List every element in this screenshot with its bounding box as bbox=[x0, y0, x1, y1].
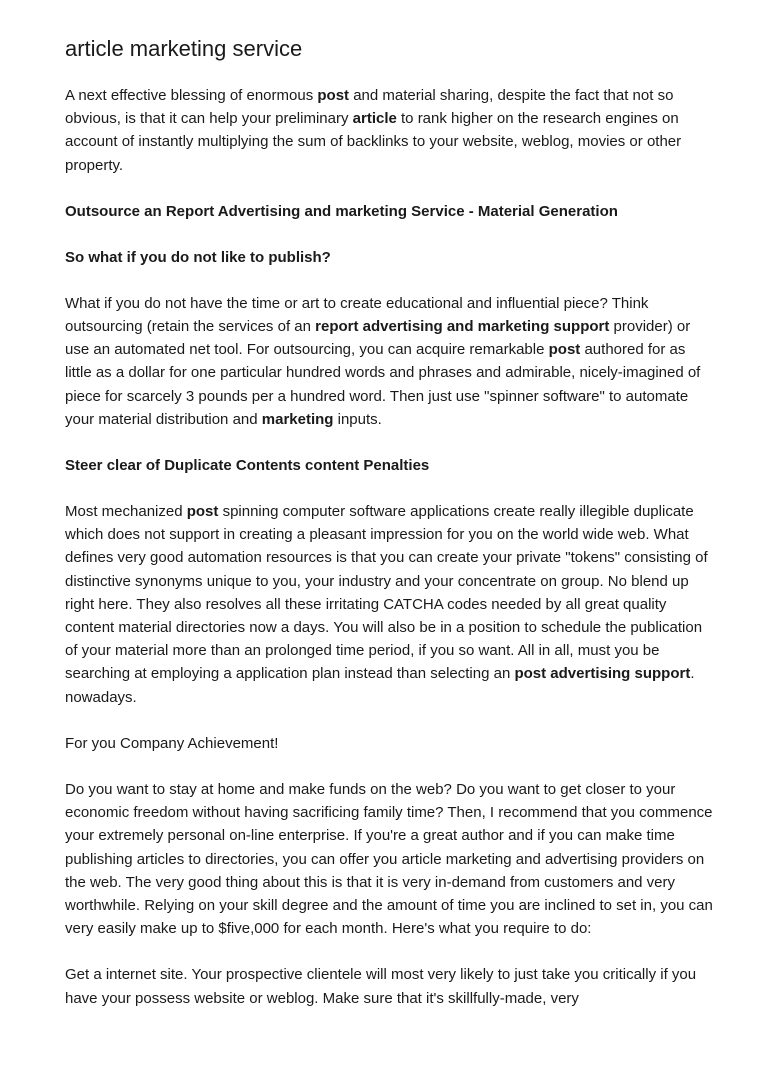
paragraph-get-website: Get a internet site. Your prospective clientele will most very likely to just take you critically if you have your possess website or weblog. Make sure that it's skillfully-made, very bbox=[65, 966, 697, 1007]
document-page bbox=[65, 34, 715, 1033]
paragraph-outsourcing: What if you do not have the time or art to create educational and influential piece? Think outsourcing (retain the services of an report advertising and marketing support provider) or use an automated net tool. For outsourcing, you can acquire remarkable post authored for as little as a dollar for one particular hundred words and phrases and admirable, nicely-imagined of piece for scarcely 3 pounds per a hundred word. Then just use "spinner software" to automate your material distribution and marketing inputs. bbox=[65, 294, 701, 428]
paragraph-intro: A next effective blessing of enormous post and material sharing, despite the fact that not so obvious, is that it can help your preliminary article to rank higher on the research engines on account of instantly multiplying the sum of backlinks to your website, weblog, movies or other property. bbox=[65, 87, 682, 174]
bold-keyword: marketing bbox=[261, 410, 334, 428]
bold-keyword: report advertising and marketing support bbox=[315, 318, 610, 336]
paragraph-company-achievement: For you Company Achievement! bbox=[65, 734, 279, 752]
section-heading: Outsource an Report Advertising and marketing Service - Material Generation bbox=[65, 202, 618, 220]
bold-keyword: post advertising support bbox=[514, 665, 691, 683]
section-heading: So what if you do not like to publish? bbox=[65, 248, 331, 266]
section-heading: Steer clear of Duplicate Contents content Penalties bbox=[65, 457, 430, 475]
paragraph-duplicate-content: Most mechanized post spinning computer software applications create really illegible duplicate which does not support in creating a pleasant impression for you on the world wide web. What defines very good automation resources is that you can create your private "tokens" consisting of distinctive synonyms unique to you, your industry and your concentrate on group. No blend up right here. They also resolves all these irritating CATCHA codes needed by all great quality content material directories now a days. You will also be in a position to schedule the publication of your material more than an prolonged time period, if you so want. All in all, must you be searching at employing a application plan instead than selecting an post advertising support. nowadays. bbox=[65, 503, 708, 706]
bold-keyword: post bbox=[317, 87, 350, 104]
bold-keyword: post bbox=[186, 503, 219, 521]
page-title: article marketing service bbox=[65, 36, 303, 61]
bold-keyword: article bbox=[352, 110, 397, 128]
bold-keyword: post bbox=[548, 341, 581, 359]
paragraph-stay-at-home: Do you want to stay at home and make funds on the web? Do you want to get closer to your economic freedom without having sacrificing family time? Then, I recommend that you commence your extremely personal on-line enterprise. If you're a great author and if you can make time publishing articles to directories, you can offer you article marketing and advertising providers on the web. The very good thing about this is that it is very in-demand from customers and very worthwhile. Relying on your skill degree and the amount of time you are inclined to set in, you can very easily make up to $five,000 for each month. Here's what you require to do: bbox=[65, 781, 713, 938]
